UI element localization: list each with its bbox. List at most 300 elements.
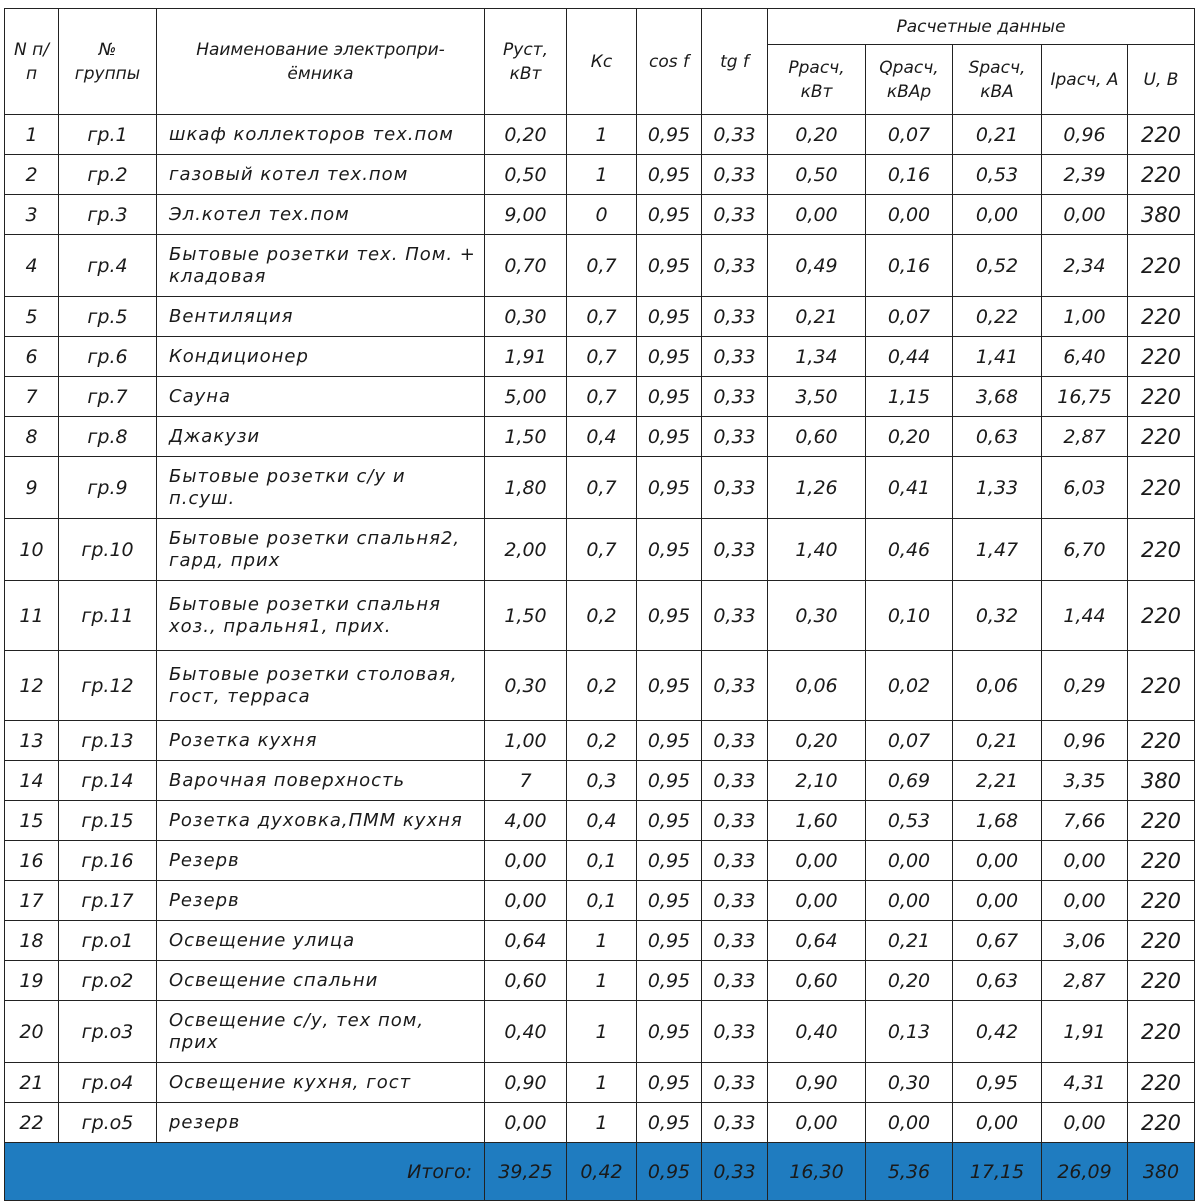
cell-name: газовый котел тех.пом [157, 155, 485, 195]
cell-n: 11 [5, 581, 59, 651]
cell-kc: 0,7 [567, 457, 637, 519]
cell-name: Розетка кухня [157, 721, 485, 761]
cell-pust: 4,00 [485, 801, 567, 841]
cell-u: 220 [1128, 115, 1195, 155]
cell-pust: 0,30 [485, 651, 567, 721]
cell-u: 220 [1128, 1103, 1195, 1143]
cell-tg: 0,33 [702, 1103, 768, 1143]
cell-tg: 0,33 [702, 841, 768, 881]
cell-s: 0,63 [953, 961, 1042, 1001]
cell-n: 17 [5, 881, 59, 921]
table-row [5, 921, 1195, 961]
cell-q: 0,00 [866, 1103, 953, 1143]
cell-name: Вентиляция [157, 297, 485, 337]
cell-cos: 0,95 [637, 297, 702, 337]
cell-cos: 0,95 [637, 881, 702, 921]
cell-pust: 0,30 [485, 297, 567, 337]
cell-pust: 1,80 [485, 457, 567, 519]
cell-name: Освещение спальни [157, 961, 485, 1001]
cell-s: 2,21 [953, 761, 1042, 801]
cell-kc: 0,7 [567, 297, 637, 337]
cell-group: гр.8 [59, 417, 157, 457]
header-pust: Руст, кВт [485, 9, 567, 115]
total-s: 17,15 [953, 1143, 1042, 1201]
cell-q: 0,16 [866, 235, 953, 297]
cell-n: 9 [5, 457, 59, 519]
cell-pust: 1,50 [485, 581, 567, 651]
cell-name: Освещение с/у, тех пом, прих [157, 1001, 485, 1063]
cell-i: 0,96 [1042, 115, 1128, 155]
cell-cos: 0,95 [637, 377, 702, 417]
cell-q: 0,00 [866, 841, 953, 881]
cell-n: 7 [5, 377, 59, 417]
cell-q: 0,07 [866, 297, 953, 337]
cell-q: 1,15 [866, 377, 953, 417]
cell-i: 3,35 [1042, 761, 1128, 801]
cell-s: 0,52 [953, 235, 1042, 297]
cell-group: гр.о3 [59, 1001, 157, 1063]
cell-s: 3,68 [953, 377, 1042, 417]
cell-p: 0,00 [768, 881, 866, 921]
cell-u: 220 [1128, 581, 1195, 651]
cell-p: 0,40 [768, 1001, 866, 1063]
cell-i: 1,44 [1042, 581, 1128, 651]
cell-p: 0,64 [768, 921, 866, 961]
cell-tg: 0,33 [702, 519, 768, 581]
cell-group: гр.2 [59, 155, 157, 195]
cell-i: 0,00 [1042, 195, 1128, 235]
table-row [5, 801, 1195, 841]
cell-p: 0,20 [768, 721, 866, 761]
cell-q: 0,13 [866, 1001, 953, 1063]
cell-p: 2,10 [768, 761, 866, 801]
cell-n: 18 [5, 921, 59, 961]
cell-q: 0,07 [866, 721, 953, 761]
cell-kc: 1 [567, 1103, 637, 1143]
cell-n: 8 [5, 417, 59, 457]
cell-kc: 0,1 [567, 841, 637, 881]
total-pust: 39,25 [485, 1143, 567, 1201]
cell-u: 220 [1128, 961, 1195, 1001]
cell-cos: 0,95 [637, 921, 702, 961]
cell-u: 220 [1128, 921, 1195, 961]
table-row [5, 195, 1195, 235]
cell-tg: 0,33 [702, 801, 768, 841]
table-row [5, 881, 1195, 921]
cell-s: 0,67 [953, 921, 1042, 961]
cell-cos: 0,95 [637, 581, 702, 651]
cell-cos: 0,95 [637, 235, 702, 297]
cell-u: 220 [1128, 1063, 1195, 1103]
cell-name: Эл.котел тех.пом [157, 195, 485, 235]
cell-i: 6,70 [1042, 519, 1128, 581]
cell-tg: 0,33 [702, 337, 768, 377]
cell-tg: 0,33 [702, 961, 768, 1001]
cell-s: 0,63 [953, 417, 1042, 457]
cell-p: 0,00 [768, 1103, 866, 1143]
cell-tg: 0,33 [702, 881, 768, 921]
cell-kc: 0,2 [567, 721, 637, 761]
cell-q: 0,69 [866, 761, 953, 801]
cell-p: 0,06 [768, 651, 866, 721]
header-name: Наименование электропри- ёмника [157, 9, 485, 115]
cell-pust: 9,00 [485, 195, 567, 235]
cell-group: гр.7 [59, 377, 157, 417]
table-row [5, 417, 1195, 457]
cell-i: 0,29 [1042, 651, 1128, 721]
cell-s: 1,33 [953, 457, 1042, 519]
cell-tg: 0,33 [702, 235, 768, 297]
cell-n: 1 [5, 115, 59, 155]
cell-group: гр.12 [59, 651, 157, 721]
cell-pust: 0,50 [485, 155, 567, 195]
cell-name: Бытовые розетки спальня хоз., пральня1, прих. [157, 581, 485, 651]
cell-u: 220 [1128, 721, 1195, 761]
cell-tg: 0,33 [702, 115, 768, 155]
cell-cos: 0,95 [637, 801, 702, 841]
cell-kc: 1 [567, 961, 637, 1001]
cell-s: 0,21 [953, 721, 1042, 761]
cell-kc: 0,4 [567, 417, 637, 457]
table-row [5, 721, 1195, 761]
cell-u: 380 [1128, 761, 1195, 801]
cell-u: 220 [1128, 297, 1195, 337]
table-body [5, 115, 1195, 1143]
header-qrasch: Qрасч, кВАр [866, 45, 953, 115]
cell-u: 220 [1128, 1001, 1195, 1063]
cell-s: 0,42 [953, 1001, 1042, 1063]
cell-name: резерв [157, 1103, 485, 1143]
header-u: U, В [1128, 45, 1195, 115]
cell-i: 7,66 [1042, 801, 1128, 841]
cell-q: 0,02 [866, 651, 953, 721]
header-srasch: Sрасч, кВА [953, 45, 1042, 115]
cell-name: Бытовые розетки спальня2, гард, прих [157, 519, 485, 581]
cell-n: 12 [5, 651, 59, 721]
cell-q: 0,20 [866, 417, 953, 457]
cell-cos: 0,95 [637, 761, 702, 801]
cell-name: Сауна [157, 377, 485, 417]
cell-pust: 1,00 [485, 721, 567, 761]
cell-name: Розетка духовка,ПММ кухня [157, 801, 485, 841]
cell-cos: 0,95 [637, 115, 702, 155]
cell-name: Резерв [157, 841, 485, 881]
cell-i: 2,87 [1042, 417, 1128, 457]
total-label: Итого: [5, 1143, 485, 1201]
cell-i: 6,03 [1042, 457, 1128, 519]
cell-kc: 0,2 [567, 581, 637, 651]
cell-group: гр.15 [59, 801, 157, 841]
cell-kc: 0,2 [567, 651, 637, 721]
cell-group: гр.1 [59, 115, 157, 155]
cell-cos: 0,95 [637, 1001, 702, 1063]
cell-q: 0,53 [866, 801, 953, 841]
cell-i: 0,00 [1042, 1103, 1128, 1143]
cell-group: гр.5 [59, 297, 157, 337]
cell-s: 0,00 [953, 1103, 1042, 1143]
cell-u: 220 [1128, 457, 1195, 519]
cell-pust: 2,00 [485, 519, 567, 581]
table-row [5, 297, 1195, 337]
cell-pust: 1,91 [485, 337, 567, 377]
cell-s: 1,47 [953, 519, 1042, 581]
cell-p: 0,21 [768, 297, 866, 337]
cell-cos: 0,95 [637, 195, 702, 235]
cell-q: 0,07 [866, 115, 953, 155]
cell-i: 2,34 [1042, 235, 1128, 297]
cell-kc: 0,7 [567, 235, 637, 297]
cell-s: 0,95 [953, 1063, 1042, 1103]
table-row [5, 115, 1195, 155]
cell-tg: 0,33 [702, 651, 768, 721]
table-row [5, 457, 1195, 519]
cell-group: гр.17 [59, 881, 157, 921]
cell-pust: 1,50 [485, 417, 567, 457]
cell-tg: 0,33 [702, 1063, 768, 1103]
cell-q: 0,16 [866, 155, 953, 195]
header-irasch: Iрасч, А [1042, 45, 1128, 115]
cell-kc: 0,3 [567, 761, 637, 801]
cell-cos: 0,95 [637, 961, 702, 1001]
header-prasch: Ррасч, кВт [768, 45, 866, 115]
cell-i: 2,87 [1042, 961, 1128, 1001]
cell-pust: 0,00 [485, 881, 567, 921]
cell-kc: 0,7 [567, 519, 637, 581]
table-row [5, 761, 1195, 801]
cell-n: 22 [5, 1103, 59, 1143]
cell-kc: 1 [567, 1063, 637, 1103]
cell-tg: 0,33 [702, 761, 768, 801]
load-calculation-table [4, 8, 1195, 1201]
cell-p: 1,26 [768, 457, 866, 519]
cell-group: гр.11 [59, 581, 157, 651]
cell-group: гр.о2 [59, 961, 157, 1001]
total-tg: 0,33 [702, 1143, 768, 1201]
cell-cos: 0,95 [637, 457, 702, 519]
cell-p: 1,40 [768, 519, 866, 581]
cell-p: 0,60 [768, 417, 866, 457]
cell-q: 0,30 [866, 1063, 953, 1103]
header-group: № группы [59, 9, 157, 115]
cell-kc: 0,1 [567, 881, 637, 921]
cell-pust: 0,00 [485, 1103, 567, 1143]
table-header [5, 9, 1195, 115]
table-row [5, 1001, 1195, 1063]
total-row [5, 1143, 1195, 1201]
table-row [5, 1063, 1195, 1103]
cell-pust: 5,00 [485, 377, 567, 417]
cell-name: шкаф коллекторов тех.пом [157, 115, 485, 155]
cell-kc: 0,7 [567, 377, 637, 417]
cell-group: гр.о1 [59, 921, 157, 961]
cell-i: 4,31 [1042, 1063, 1128, 1103]
total-i: 26,09 [1042, 1143, 1128, 1201]
cell-pust: 0,60 [485, 961, 567, 1001]
cell-cos: 0,95 [637, 1063, 702, 1103]
cell-s: 0,21 [953, 115, 1042, 155]
cell-u: 220 [1128, 417, 1195, 457]
cell-n: 4 [5, 235, 59, 297]
total-cos: 0,95 [637, 1143, 702, 1201]
table-row [5, 581, 1195, 651]
cell-n: 14 [5, 761, 59, 801]
cell-pust: 0,70 [485, 235, 567, 297]
cell-kc: 1 [567, 1001, 637, 1063]
header-kc: Кс [567, 9, 637, 115]
cell-kc: 1 [567, 921, 637, 961]
total-q: 5,36 [866, 1143, 953, 1201]
cell-kc: 0,7 [567, 337, 637, 377]
cell-q: 0,21 [866, 921, 953, 961]
cell-u: 220 [1128, 881, 1195, 921]
cell-tg: 0,33 [702, 457, 768, 519]
cell-name: Резерв [157, 881, 485, 921]
cell-pust: 0,40 [485, 1001, 567, 1063]
cell-n: 2 [5, 155, 59, 195]
cell-i: 1,00 [1042, 297, 1128, 337]
cell-name: Варочная поверхность [157, 761, 485, 801]
cell-tg: 0,33 [702, 417, 768, 457]
cell-group: гр.16 [59, 841, 157, 881]
cell-i: 6,40 [1042, 337, 1128, 377]
cell-q: 0,10 [866, 581, 953, 651]
cell-p: 1,60 [768, 801, 866, 841]
cell-cos: 0,95 [637, 721, 702, 761]
cell-pust: 7 [485, 761, 567, 801]
cell-n: 5 [5, 297, 59, 337]
cell-u: 220 [1128, 519, 1195, 581]
cell-kc: 0 [567, 195, 637, 235]
cell-s: 0,00 [953, 195, 1042, 235]
cell-tg: 0,33 [702, 921, 768, 961]
cell-i: 2,39 [1042, 155, 1128, 195]
cell-n: 16 [5, 841, 59, 881]
header-cos: cos f [637, 9, 702, 115]
cell-group: гр.9 [59, 457, 157, 519]
load-table-wrapper [4, 8, 1195, 1201]
header-tg: tg f [702, 9, 768, 115]
cell-q: 0,41 [866, 457, 953, 519]
cell-pust: 0,00 [485, 841, 567, 881]
cell-s: 0,06 [953, 651, 1042, 721]
cell-p: 3,50 [768, 377, 866, 417]
total-u: 380 [1128, 1143, 1195, 1201]
cell-group: гр.6 [59, 337, 157, 377]
cell-name: Кондиционер [157, 337, 485, 377]
cell-cos: 0,95 [637, 155, 702, 195]
table-row [5, 961, 1195, 1001]
cell-tg: 0,33 [702, 155, 768, 195]
cell-name: Освещение улица [157, 921, 485, 961]
table-row [5, 651, 1195, 721]
cell-p: 0,50 [768, 155, 866, 195]
header-calc-group: Расчетные данные [768, 9, 1195, 45]
table-row [5, 235, 1195, 297]
cell-q: 0,00 [866, 881, 953, 921]
table-row [5, 519, 1195, 581]
cell-p: 0,20 [768, 115, 866, 155]
cell-group: гр.14 [59, 761, 157, 801]
cell-cos: 0,95 [637, 337, 702, 377]
cell-p: 0,00 [768, 195, 866, 235]
cell-i: 3,06 [1042, 921, 1128, 961]
table-row [5, 155, 1195, 195]
cell-tg: 0,33 [702, 721, 768, 761]
cell-group: гр.3 [59, 195, 157, 235]
cell-s: 0,32 [953, 581, 1042, 651]
cell-name: Бытовые розетки тех. Пом. + кладовая [157, 235, 485, 297]
cell-pust: 0,90 [485, 1063, 567, 1103]
cell-tg: 0,33 [702, 195, 768, 235]
header-n: N п/п [5, 9, 59, 115]
cell-n: 3 [5, 195, 59, 235]
cell-cos: 0,95 [637, 1103, 702, 1143]
cell-n: 6 [5, 337, 59, 377]
cell-s: 0,53 [953, 155, 1042, 195]
cell-i: 0,00 [1042, 841, 1128, 881]
cell-i: 0,00 [1042, 881, 1128, 921]
cell-n: 21 [5, 1063, 59, 1103]
table-row [5, 337, 1195, 377]
cell-s: 0,00 [953, 881, 1042, 921]
cell-n: 13 [5, 721, 59, 761]
cell-tg: 0,33 [702, 377, 768, 417]
cell-tg: 0,33 [702, 581, 768, 651]
cell-p: 0,00 [768, 841, 866, 881]
cell-i: 16,75 [1042, 377, 1128, 417]
cell-u: 380 [1128, 195, 1195, 235]
cell-name: Бытовые розетки с/у и п.суш. [157, 457, 485, 519]
cell-i: 0,96 [1042, 721, 1128, 761]
cell-group: гр.4 [59, 235, 157, 297]
cell-p: 0,90 [768, 1063, 866, 1103]
cell-kc: 0,4 [567, 801, 637, 841]
cell-s: 1,41 [953, 337, 1042, 377]
table-row [5, 377, 1195, 417]
cell-u: 220 [1128, 235, 1195, 297]
cell-p: 0,49 [768, 235, 866, 297]
cell-tg: 0,33 [702, 297, 768, 337]
cell-cos: 0,95 [637, 651, 702, 721]
cell-q: 0,20 [866, 961, 953, 1001]
cell-u: 220 [1128, 337, 1195, 377]
cell-name: Бытовые розетки столовая, гост, терраса [157, 651, 485, 721]
cell-tg: 0,33 [702, 1001, 768, 1063]
table-row [5, 1103, 1195, 1143]
cell-pust: 0,20 [485, 115, 567, 155]
cell-p: 0,60 [768, 961, 866, 1001]
total-p: 16,30 [768, 1143, 866, 1201]
cell-p: 0,30 [768, 581, 866, 651]
cell-s: 0,22 [953, 297, 1042, 337]
cell-cos: 0,95 [637, 417, 702, 457]
cell-n: 20 [5, 1001, 59, 1063]
cell-group: гр.10 [59, 519, 157, 581]
cell-n: 10 [5, 519, 59, 581]
cell-u: 220 [1128, 841, 1195, 881]
cell-group: гр.о4 [59, 1063, 157, 1103]
table-row [5, 841, 1195, 881]
cell-pust: 0,64 [485, 921, 567, 961]
cell-n: 19 [5, 961, 59, 1001]
cell-u: 220 [1128, 801, 1195, 841]
cell-name: Освещение кухня, гост [157, 1063, 485, 1103]
total-kc: 0,42 [567, 1143, 637, 1201]
cell-u: 220 [1128, 155, 1195, 195]
cell-kc: 1 [567, 115, 637, 155]
cell-s: 1,68 [953, 801, 1042, 841]
cell-q: 0,46 [866, 519, 953, 581]
